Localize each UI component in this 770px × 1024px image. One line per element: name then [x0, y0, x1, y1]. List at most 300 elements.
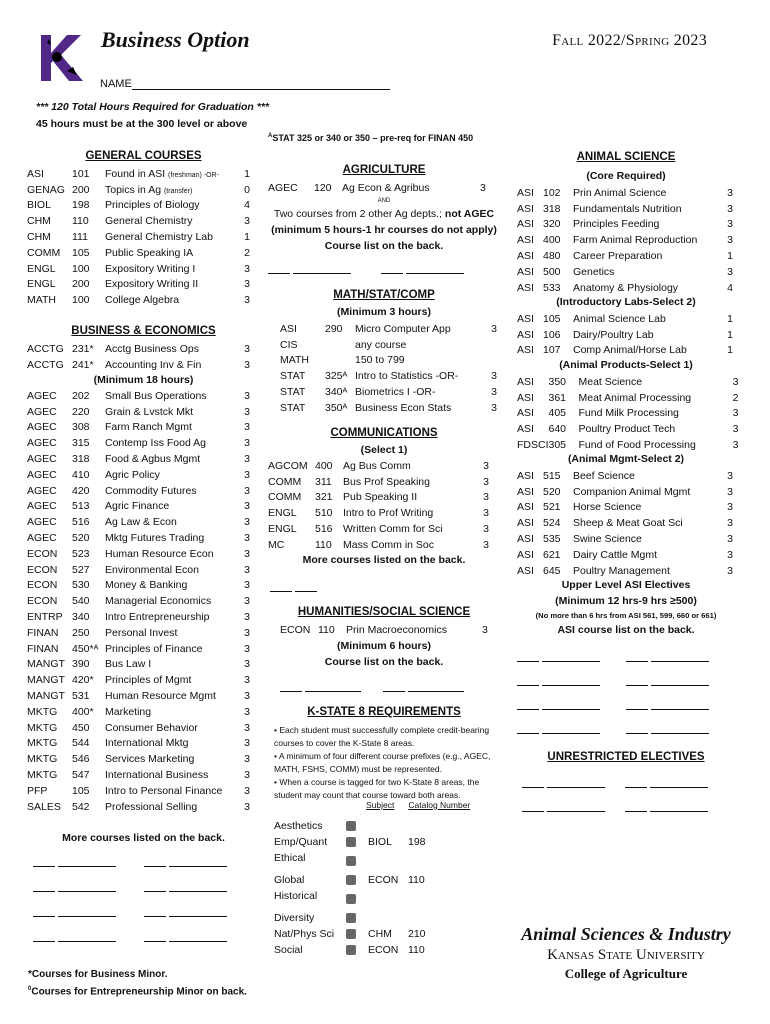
course-row	[27, 198, 250, 214]
course-cell: 3	[727, 548, 733, 561]
course-cell: Meat Science	[578, 375, 643, 388]
kstate-catalog	[408, 888, 458, 910]
course-cell: 515	[543, 469, 561, 482]
kstate-subject: ECON	[368, 874, 399, 886]
course-cell: ECON	[27, 563, 58, 576]
course-row	[27, 292, 250, 308]
course-number: 110	[72, 215, 89, 228]
course-cell: MKTG	[27, 721, 58, 734]
course-cell: Sheep & Meat Goat Sci	[573, 517, 683, 530]
kstate-subject	[368, 850, 408, 872]
course-cell: MATH	[280, 354, 309, 367]
course-cell: ASI	[517, 469, 534, 482]
course-cell: 3	[244, 690, 250, 703]
upper-electives-4: ASI course list on the back.	[557, 624, 695, 636]
prereq-note: $^A$STAT 325 or 340 or 350 – pre-req for FINAN 450	[268, 133, 474, 143]
agriculture-note: Two courses from 2 other Ag depts.; not AGEC (minimum 5 hours-1 hr courses do not apply) Course list on the back.	[271, 208, 497, 252]
course-cell: 3	[244, 563, 250, 576]
animal-core-table	[517, 185, 733, 296]
course-credits: 4	[244, 199, 250, 212]
course-number: 198	[72, 199, 90, 212]
course-row	[27, 530, 250, 546]
kstate-catalog: 210	[408, 928, 426, 940]
kstate-area-row	[274, 834, 458, 850]
course-title: Topics in Ag (transfer)	[105, 183, 193, 196]
course-cell: ASI	[517, 423, 534, 436]
course-cell: 320	[543, 218, 561, 231]
course-title: Principles of Biology	[105, 199, 200, 212]
course-cell: MKTG	[27, 737, 58, 750]
course-row	[27, 593, 250, 609]
course-cell: 105	[72, 784, 90, 797]
name-label: NAME	[100, 78, 132, 90]
course-row	[27, 357, 250, 373]
course-cell: Principles Feeding	[573, 218, 660, 231]
name-field[interactable]	[100, 78, 390, 90]
course-cell: 3	[483, 538, 489, 551]
course-cell: 241*	[72, 358, 94, 371]
course-cell: 106	[543, 328, 561, 341]
course-title: Public Speaking IA	[105, 246, 194, 259]
course-cell: 3	[244, 674, 250, 687]
course-credits: 2	[244, 246, 250, 259]
course-row	[27, 546, 250, 562]
course-row	[517, 264, 733, 280]
course-cell: Grain & Lvstck Mkt	[105, 405, 194, 418]
course-cell: 220	[72, 405, 90, 418]
course-cell: Micro Computer App	[355, 322, 451, 335]
course-prefix: GENAG	[27, 183, 65, 196]
course-cell: 231*	[72, 342, 94, 355]
course-cell: 546	[72, 753, 90, 766]
course-cell: Meat Animal Processing	[578, 391, 692, 404]
course-cell: AGEC	[27, 437, 57, 450]
kstate-area-label: Diversity	[274, 912, 315, 924]
course-row	[27, 451, 250, 467]
course-cell: ASI	[517, 265, 534, 278]
course-row	[517, 390, 739, 406]
course-cell: 340	[72, 611, 90, 624]
course-cell: 3	[491, 386, 497, 399]
course-cell: 3	[244, 453, 250, 466]
course-cell: ASI	[517, 218, 534, 231]
kstate-area-row	[274, 850, 458, 872]
kstate-area-row	[274, 910, 458, 926]
course-title: College Algebra	[105, 294, 180, 307]
course-row	[517, 327, 733, 343]
course-cell: AGEC	[27, 389, 57, 402]
course-note: (freshman) -OR-	[168, 171, 219, 179]
course-cell: 3	[491, 322, 497, 335]
course-cell: ASI	[517, 501, 534, 514]
course-cell: 3	[244, 784, 250, 797]
course-row	[27, 182, 250, 198]
course-row	[27, 688, 250, 704]
course-cell: 308	[72, 421, 90, 434]
course-cell	[485, 353, 497, 369]
course-cell: Genetics	[573, 265, 615, 278]
course-row	[27, 245, 250, 261]
course-cell: FINAN	[27, 626, 59, 639]
agriculture-heading: AGRICULTURE	[342, 164, 426, 176]
course-cell: 405	[548, 407, 567, 420]
course-row	[27, 751, 250, 767]
course-cell: 3	[727, 186, 733, 199]
course-cell: 544	[72, 737, 90, 750]
course-cell: 105	[543, 312, 561, 325]
course-cell: 3	[244, 516, 250, 529]
course-cell: MKTG	[27, 753, 58, 766]
kstate-area-icon	[346, 913, 356, 923]
course-cell: ASI	[517, 328, 534, 341]
kstate-subject	[368, 910, 408, 926]
course-row	[517, 421, 739, 437]
course-cell: 400	[315, 459, 333, 472]
course-credits: 0	[244, 183, 250, 196]
course-cell: Principles of Mgmt	[105, 674, 192, 687]
animal-mgmt: (Animal Mgmt-Select 2)	[567, 453, 685, 465]
business-top-table	[27, 341, 250, 373]
course-cell: ASI	[517, 517, 534, 530]
hum-blank-lines[interactable]	[280, 680, 464, 692]
course-cell: ASI	[517, 407, 534, 420]
kstate-catalog: 110	[408, 944, 425, 956]
course-cell: 361	[548, 391, 567, 404]
course-cell: 3	[491, 401, 497, 414]
course-cell: 500	[543, 265, 561, 278]
unrestricted-blank-lines[interactable]	[522, 776, 742, 824]
kstate-area-label: Emp/Quant	[274, 836, 328, 848]
course-cell: ECON	[27, 595, 58, 608]
comm-sub: (Select 1)	[360, 444, 408, 456]
kstate-area-label: Ethical	[274, 852, 306, 864]
kstate-area-label: Social	[274, 944, 303, 956]
course-title: General Chemistry Lab	[105, 231, 213, 244]
course-cell: 3	[244, 658, 250, 671]
course-cell: International Mktg	[105, 737, 189, 750]
math-heading: MATH/STAT/COMP	[333, 289, 435, 301]
course-row	[517, 437, 739, 453]
econ-110-row: ECON 110 Prin Macroeconomics 3	[280, 624, 488, 636]
course-credits: 1	[244, 167, 250, 180]
course-row	[27, 213, 250, 229]
course-row	[27, 736, 250, 752]
animal-mgmt-table	[517, 468, 733, 579]
animal-products-table	[517, 374, 739, 453]
course-credits: 1	[244, 231, 250, 244]
course-cell: 400	[543, 234, 561, 247]
course-row	[517, 343, 733, 359]
course-row	[27, 420, 250, 436]
course-cell: AGEC	[27, 468, 57, 481]
course-cell: Animal Science Lab	[573, 312, 666, 325]
kstate-area-row	[274, 942, 458, 958]
course-cell: 645	[543, 564, 561, 577]
course-cell: AGEC	[27, 421, 57, 434]
course-cell: 311	[315, 475, 332, 488]
course-row	[268, 490, 489, 506]
course-cell: Bus Law I	[105, 658, 152, 671]
course-cell: 520	[72, 532, 90, 545]
course-cell: 3	[244, 705, 250, 718]
course-cell: ASI	[517, 202, 534, 215]
course-row	[280, 384, 497, 400]
course-cell	[485, 337, 497, 353]
course-cell: 3	[483, 459, 489, 472]
course-cell: any course	[355, 338, 407, 351]
course-cell: 3	[483, 507, 489, 520]
course-cell: Consumer Behavior	[105, 721, 198, 734]
course-cell: 3	[244, 769, 250, 782]
university-name: Kansas State University	[547, 947, 705, 963]
math-sub: (Minimum 3 hours)	[337, 306, 431, 318]
course-row	[517, 468, 733, 484]
course-cell: ASI	[517, 375, 534, 388]
course-row	[27, 499, 250, 515]
kstate-catalog: 198	[408, 836, 426, 848]
kstate-catalog: 110	[408, 874, 425, 886]
course-cell: 3	[483, 523, 489, 536]
course-cell: Written Comm for Sci	[343, 523, 443, 536]
course-cell: 150 to 799	[355, 354, 405, 367]
course-cell: 513	[72, 500, 90, 513]
course-row	[517, 515, 733, 531]
course-row	[27, 720, 250, 736]
course-cell: STAT	[280, 386, 306, 399]
asi-blank-lines[interactable]	[517, 650, 737, 746]
course-cell: 523	[72, 547, 90, 560]
course-cell: Poultry Product Tech	[578, 423, 676, 436]
footnote-minor: *Courses for Business Minor.	[28, 969, 168, 980]
kstate-area-label: Global	[274, 874, 305, 886]
course-cell: 3	[727, 517, 733, 530]
course-cell: 3	[244, 611, 250, 624]
course-cell: 542	[72, 800, 90, 813]
course-cell: Career Preparation	[573, 250, 663, 263]
course-cell: AGEC	[27, 516, 57, 529]
course-cell: Ag Law & Econ	[105, 516, 177, 529]
course-cell: 3	[244, 421, 250, 434]
term: Fall 2022/Spring 2023	[552, 32, 707, 49]
course-cell: Agric Finance	[105, 500, 170, 513]
course-cell: 420*	[72, 674, 94, 687]
kstate-heading: K-STATE 8 REQUIREMENTS	[307, 706, 461, 718]
course-cell: STAT	[280, 401, 306, 414]
course-cell: ASI	[517, 548, 534, 561]
page-title: Business Option	[101, 27, 250, 52]
course-cell: Fund of Food Processing	[578, 439, 696, 452]
course-row	[517, 484, 733, 500]
course-cell: FINAN	[27, 642, 59, 655]
business-blank-lines[interactable]	[33, 855, 248, 955]
hum-heading: HUMANITIES/SOCIAL SCIENCE	[297, 606, 471, 618]
course-row	[268, 521, 489, 537]
course-cell: ASI	[517, 344, 534, 357]
course-cell: 3	[244, 484, 250, 497]
course-cell: 305	[548, 439, 567, 452]
course-row	[280, 353, 497, 369]
course-cell: Prin Animal Science	[573, 186, 667, 199]
course-row	[27, 404, 250, 420]
course-cell: 3	[483, 475, 489, 488]
course-row	[280, 321, 497, 337]
course-cell: ENGL	[268, 523, 297, 536]
course-cell: Contemp Iss Food Ag	[105, 437, 206, 450]
course-cell: ASI	[517, 312, 534, 325]
course-row	[27, 562, 250, 578]
course-cell: 3	[244, 358, 250, 371]
course-cell: 4	[727, 281, 733, 294]
course-row	[27, 388, 250, 404]
course-prefix: ENGL	[27, 262, 56, 275]
kstate-area-label: Historical	[274, 890, 318, 902]
course-cell: 535	[543, 533, 561, 546]
course-row	[517, 547, 733, 563]
course-cell: MKTG	[27, 705, 58, 718]
kstate-area-icon	[346, 875, 356, 885]
course-cell: MANGT	[27, 674, 65, 687]
course-cell: ENGL	[268, 507, 297, 520]
course-cell: 516	[72, 516, 90, 529]
unrestricted-heading: UNRESTRICTED ELECTIVES	[547, 751, 705, 763]
course-cell: 102	[543, 186, 561, 199]
course-cell: 1	[727, 250, 733, 263]
course-cell: 3	[727, 564, 733, 577]
course-cell: Mktg Futures Trading	[105, 532, 205, 545]
course-cell: 3	[244, 342, 250, 355]
comm-blank-line[interactable]	[270, 580, 317, 592]
course-cell: AGEC	[27, 453, 57, 466]
course-cell: 420	[72, 484, 90, 497]
course-cell: 450	[72, 721, 90, 734]
business-heading: BUSINESS & ECONOMICS	[71, 325, 216, 337]
kstate-area-icon	[346, 894, 356, 904]
course-row	[517, 217, 733, 233]
upper-electives-3: (No more than 6 hrs from ASI 561, 599, 660 or 661)	[535, 611, 717, 620]
course-note: (transfer)	[163, 187, 193, 195]
kstate-subject: CHM	[368, 928, 392, 940]
course-cell: 340ᴬ	[325, 386, 348, 399]
course-cell: ASI	[517, 533, 534, 546]
course-row	[27, 783, 250, 799]
comm-more: More courses listed on the back.	[302, 554, 466, 566]
course-cell: 3	[483, 491, 489, 504]
course-cell: 3	[244, 595, 250, 608]
course-cell: 3	[244, 405, 250, 418]
course-credits: 3	[244, 215, 250, 228]
course-cell: Beef Science	[573, 469, 635, 482]
course-prefix: CHM	[27, 215, 51, 228]
kstate-area-label: Nat/Phys Sci	[274, 928, 335, 940]
course-cell: Agric Policy	[105, 468, 160, 481]
kstate-powercat-logo	[37, 31, 89, 86]
course-row	[517, 311, 733, 327]
math-table	[280, 321, 497, 416]
course-cell: 3	[727, 234, 733, 247]
course-cell: Business Econ Stats	[355, 401, 452, 414]
course-cell: 290	[325, 322, 343, 335]
course-cell: AGCOM	[268, 459, 308, 472]
kstate-area-row	[274, 818, 458, 834]
total-hours-note: *** 120 Total Hours Required for Graduation ***	[36, 101, 269, 113]
course-number: 100	[72, 262, 90, 275]
course-cell: 3	[244, 547, 250, 560]
course-number: 200	[72, 183, 90, 196]
business-min-note: (Minimum 18 hours)	[93, 374, 194, 386]
course-cell: 3	[727, 485, 733, 498]
course-row	[27, 657, 250, 673]
and-label: AND	[377, 198, 391, 204]
course-cell: Human Resource Mgmt	[105, 690, 216, 703]
course-row	[27, 625, 250, 641]
course-cell: 318	[543, 202, 561, 215]
course-cell: Biometrics I -OR-	[355, 386, 436, 399]
course-cell: Dairy/Poultry Lab	[573, 328, 654, 341]
course-cell: FDSCI	[517, 439, 549, 452]
footnote-entrp: $^0$Courses for Entrepreneurship Minor on back.	[28, 986, 247, 998]
course-cell: 531	[72, 690, 90, 703]
upper-level-note: 45 hours must be at the 300 level or above	[36, 118, 248, 130]
course-title: General Chemistry	[105, 215, 193, 228]
kstate-bullets: • Each student must successfully complete credit-bearing courses to cover the K-State 8 areas. • A minimum of four different course prefixes (e.g., AGEC, MATH, FSHS, COMM) must be represented. • When a course is tagged for two K-State 8 areas, the student may count that course toward both areas.	[274, 725, 491, 800]
course-cell: 202	[72, 389, 90, 402]
course-cell: 3	[244, 389, 250, 402]
hum-more: Course list on the back.	[324, 656, 444, 668]
course-row	[27, 641, 250, 657]
agec-120-row: AGEC 120 Ag Econ & Agribus 3	[268, 182, 486, 194]
course-cell: 527	[72, 563, 90, 576]
course-row	[517, 280, 733, 296]
course-row	[27, 467, 250, 483]
animal-products: (Animal Products-Select 1)	[559, 359, 693, 371]
kstate-subject: ECON	[368, 944, 399, 956]
course-cell: COMM	[268, 475, 302, 488]
course-cell: Human Resource Econ	[105, 547, 214, 560]
hum-sub: (Minimum 6 hours)	[337, 640, 431, 652]
course-row	[27, 514, 250, 530]
course-cell: MKTG	[27, 769, 58, 782]
course-cell: Services Marketing	[105, 753, 195, 766]
course-cell: ASI	[517, 485, 534, 498]
course-cell: Commodity Futures	[105, 484, 197, 497]
course-cell: ACCTG	[27, 342, 64, 355]
course-cell: ACCTG	[27, 358, 64, 371]
course-cell: 321	[315, 491, 333, 504]
course-cell: Poultry Management	[573, 564, 670, 577]
course-row	[27, 799, 250, 815]
course-cell: PFP	[27, 784, 48, 797]
course-cell: Fund Milk Processing	[578, 407, 679, 420]
animal-intro-table	[517, 311, 733, 358]
course-cell: 520	[543, 485, 561, 498]
course-cell: ASI	[280, 322, 297, 335]
course-prefix: ENGL	[27, 278, 56, 291]
course-title: Expository Writing II	[105, 278, 199, 291]
course-cell: ENTRP	[27, 611, 63, 624]
course-cell: 315	[72, 437, 90, 450]
kstate-catalog	[408, 818, 458, 834]
course-row	[27, 229, 250, 245]
kstate-area-label: Aesthetics	[274, 820, 323, 832]
course-cell: 3	[244, 737, 250, 750]
course-cell: 1	[727, 344, 733, 357]
course-cell: Personal Invest	[105, 626, 178, 639]
course-cell: ASI	[517, 391, 534, 404]
course-credits: 3	[244, 262, 250, 275]
course-cell: ASI	[517, 250, 534, 263]
agriculture-blank-lines[interactable]	[268, 262, 464, 274]
course-title: Found in ASI (freshman) -OR-	[105, 167, 219, 180]
